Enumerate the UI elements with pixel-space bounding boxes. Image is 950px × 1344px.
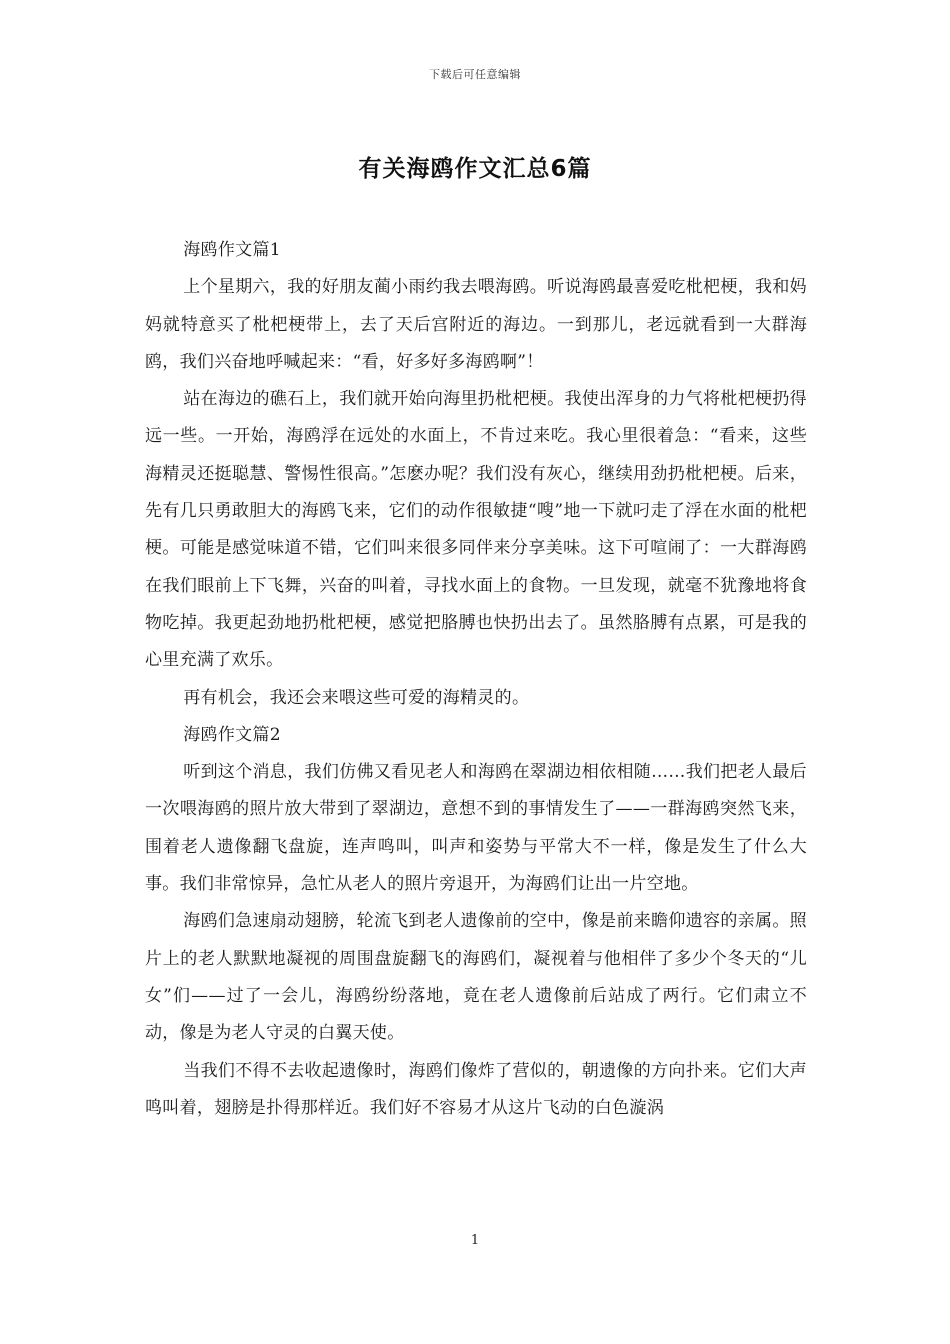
document-body [145, 232, 807, 1127]
paragraph: 当我们不得不去收起遗像时，海鸥们像炸了营似的，朝遗像的方向扑来。它们大声鸣叫着，翅膀是扑得那样近。我们好不容易才从这片飞动的白色漩涡 [145, 1060, 807, 1118]
page-number: 1 [470, 1233, 480, 1248]
section-heading: 海鸥作文篇1 [183, 240, 281, 260]
header-note: 下载后可任意编辑 [429, 68, 521, 81]
paragraph: 听到这个消息，我们仿佛又看见老人和海鸥在翠湖边相依相随……我们把老人最后一次喂海鸥的照片放大带到了翠湖边，意想不到的事情发生了——一群海鸥突然飞来，围着老人遗像翻飞盘旋，连声鸣叫，叫声和姿势与平常大不一样，像是发生了什么大事。我们非常惊异，急忙从老人的照片旁退开，为海鸥们让出一片空地。 [145, 762, 807, 895]
paragraph: 海鸥们急速扇动翅膀，轮流飞到老人遗像前的空中，像是前来瞻仰遗容的亲属。照片上的老人默默地凝视的周围盘旋翻飞的海鸥们，凝视着与他相伴了多少个冬天的“儿女”们——过了一会儿，海鸥纷纷落地，竟在老人遗像前后站成了两行。它们肃立不动，像是为老人守灵的白翼天使。 [145, 911, 807, 1044]
paragraph: 再有机会，我还会来喂这些可爱的海精灵的。 [183, 687, 530, 708]
document-title: 有关海鸥作文汇总6篇 [358, 156, 592, 182]
paragraph: 站在海边的礁石上，我们就开始向海里扔枇杷梗。我使出浑身的力气将枇杷梗扔得远一些。一开始，海鸥浮在远处的水面上，不肯过来吃。我心里很着急：“看来，这些海精灵还挺聪慧、警惕性很高。”怎麽办呢？我们没有灰心，继续用劲扔枇杷梗。后来，先有几只勇敢胆大的海鸥飞来，它们的动作很敏捷“嗖”地一下就叼走了浮在水面的枇杷梗。可能是感觉味道不错，它们叫来很多同伴来分享美味。这下可喧闹了：一大群海鸥在我们眼前上下飞舞，兴奋的叫着，寻找水面上的食物。一旦发现，就毫不犹豫地将食物吃掉。我更起劲地扔枇杷梗，感觉把胳膊也快扔出去了。虽然胳膊有点累，可是我的心里充满了欢乐。 [145, 389, 807, 671]
section-heading: 海鸥作文篇2 [183, 724, 281, 745]
paragraph: 上个星期六，我的好朋友蔺小雨约我去喂海鸥。听说海鸥最喜爱吃枇杷梗，我和妈妈就特意买了枇杷梗带上，去了天后宫附近的海边。一到那儿，老远就看到一大群海鸥，我们兴奋地呼喊起来：“看，好多好多海鸥啊”！ [145, 277, 807, 372]
